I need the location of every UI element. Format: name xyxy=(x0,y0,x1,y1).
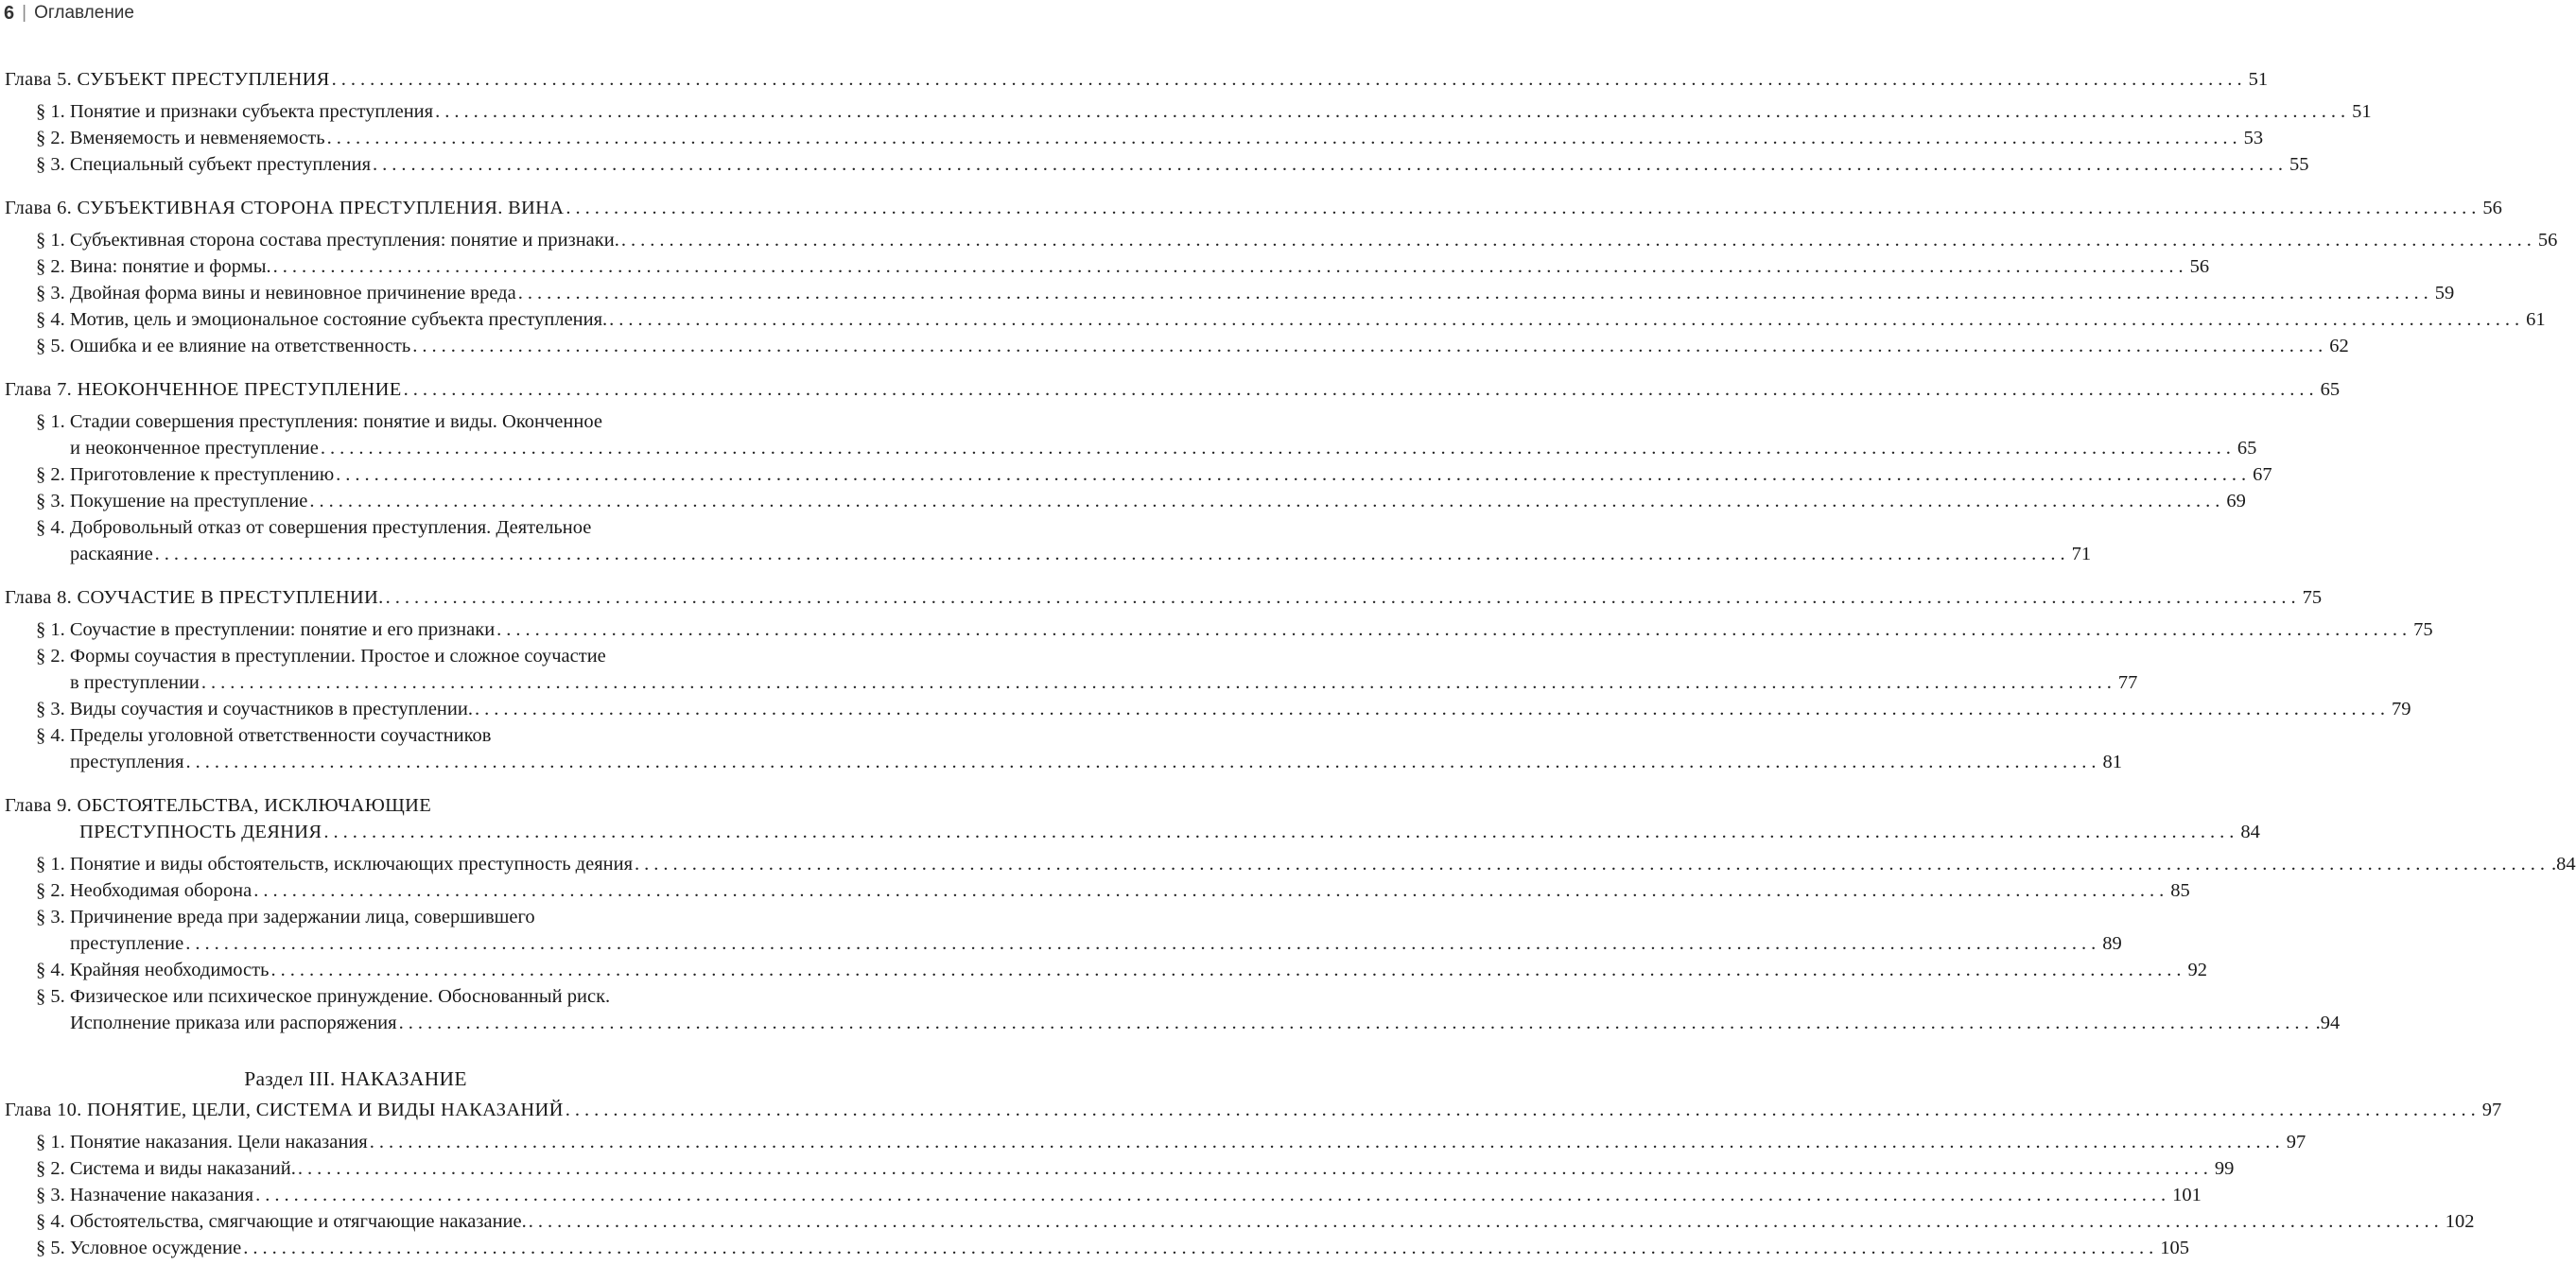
toc-section-entry[interactable] xyxy=(0,1155,2235,1182)
toc-section-entry[interactable] xyxy=(0,616,2433,643)
entry-page: 51 xyxy=(2352,101,2372,122)
entry-page: 105 xyxy=(2160,1238,2189,1258)
entry-title: § 1. Стадии совершения преступления: понятие и виды. Оконченное xyxy=(36,411,602,432)
dot-leader: ........................................................................................................................................................................................................ xyxy=(403,379,2319,400)
part-heading[interactable]: Раздел III. НАКАЗАНИЕ xyxy=(244,1067,467,1090)
toc-section-entry[interactable] xyxy=(0,1182,2202,1208)
dot-leader: ........................................................................................................................................................................................................ xyxy=(566,198,2481,218)
entry-page: 85 xyxy=(2170,880,2190,901)
entry-title: § 2. Необходимая оборона xyxy=(36,880,252,901)
entry-title: Глава 10. ПОНЯТИЕ, ЦЕЛИ, СИСТЕМА И ВИДЫ НАКАЗАНИЙ xyxy=(5,1100,564,1120)
dot-leader: ........................................................................................................................................................................................................ xyxy=(609,309,2525,330)
chapter-10 xyxy=(0,1097,2502,1261)
dot-leader: ........................................................................................................................................................................................................ xyxy=(435,101,2351,122)
toc-section-entry[interactable] xyxy=(0,1010,2341,1036)
entry-title: § 4. Обстоятельства, смягчающие и отягчающие наказание. xyxy=(36,1211,527,1232)
dot-leader: ........................................................................................................................................................................................................ xyxy=(323,822,2239,842)
header-title: Оглавление xyxy=(34,3,134,23)
entry-page: 56 xyxy=(2189,256,2210,277)
entry-title-continued: преступления xyxy=(70,752,184,772)
dot-leader: ........................................................................................................................................................................................................ xyxy=(474,699,2390,719)
dot-leader: ........................................................................................................................................................................................................ xyxy=(253,880,2169,901)
chapter-9 xyxy=(0,792,2576,1036)
dot-leader: ........................................................................................................................................................................................................ xyxy=(326,128,2242,148)
entry-title: § 2. Вменяемость и невменяемость xyxy=(36,128,325,148)
entry-page: 97 xyxy=(2286,1132,2306,1152)
toc-section-entry[interactable] xyxy=(0,125,2264,151)
entry-page: 99 xyxy=(2214,1158,2235,1179)
entry-title-continued: Исполнение приказа или распоряжения xyxy=(70,1013,397,1033)
dot-leader: ........................................................................................................................................................................................................ xyxy=(373,154,2288,175)
entry-title: Глава 7. НЕОКОНЧЕННОЕ ПРЕСТУПЛЕНИЕ xyxy=(5,379,402,400)
entry-page: 71 xyxy=(2071,544,2092,564)
entry-title: § 1. Субъективная сторона состава преступления: понятие и признаки. xyxy=(36,230,619,251)
entry-page: 97 xyxy=(2481,1100,2502,1120)
toc-chapter-entry[interactable] xyxy=(0,376,2341,403)
dot-leader: ........................................................................................................................................................................................................ xyxy=(620,230,2536,251)
entry-title: Глава 9. ОБСТОЯТЕЛЬСТВА, ИСКЛЮЧАЮЩИЕ xyxy=(5,795,432,816)
toc-section-entry[interactable] xyxy=(0,930,2122,957)
entry-title: § 2. Вина: понятие и формы. xyxy=(36,256,271,277)
entry-title: § 1. Понятие и признаки субъекта преступления xyxy=(36,101,434,122)
entry-title: § 5. Физическое или психическое принуждение. Обоснованный риск. xyxy=(36,986,611,1007)
entry-title: § 5. Ошибка и ее влияние на ответственность xyxy=(36,336,411,356)
entry-title: Глава 6. СУБЪЕКТИВНАЯ СТОРОНА ПРЕСТУПЛЕНИЯ. ВИНА xyxy=(5,198,565,218)
dot-leader: ........................................................................................................................................................................................................ xyxy=(331,69,2247,90)
entry-page: 67 xyxy=(2253,464,2272,485)
toc-section-entry[interactable] xyxy=(0,1235,2189,1261)
entry-title-continued: в преступлении xyxy=(70,672,200,693)
running-header xyxy=(4,0,134,26)
toc-chapter-entry[interactable] xyxy=(0,1097,2502,1123)
chapter-8 xyxy=(0,584,2433,775)
dot-leader: ........................................................................................................................................................................................................ xyxy=(369,1132,2285,1152)
entry-title: § 1. Понятие и виды обстоятельств, исключающих преступность деяния xyxy=(36,854,634,875)
entry-title: Глава 8. СОУЧАСТИЕ В ПРЕСТУПЛЕНИИ. xyxy=(5,587,384,608)
dot-leader: ........................................................................................................................................................................................................ xyxy=(309,491,2225,511)
entry-title: § 3. Причинение вреда при задержании лица, совершившего xyxy=(36,907,535,927)
entry-title: § 2. Система и виды наказаний. xyxy=(36,1158,296,1179)
entry-title: § 4. Мотив, цель и эмоциональное состояние субъекта преступления. xyxy=(36,309,608,330)
toc-section-entry-first-line[interactable] xyxy=(0,514,711,541)
entry-page: 77 xyxy=(2117,672,2138,693)
dot-leader: ........................................................................................................................................................................................................ xyxy=(154,544,2070,564)
entry-title: § 4. Крайняя необходимость xyxy=(36,960,270,980)
table-of-contents xyxy=(0,66,2576,1265)
entry-page: 79 xyxy=(2391,699,2411,719)
toc-section-entry[interactable] xyxy=(0,253,2210,280)
toc-section-entry[interactable] xyxy=(0,749,2123,775)
toc-section-entry[interactable] xyxy=(0,333,2349,359)
entry-page: 62 xyxy=(2329,336,2349,356)
entry-page: 56 xyxy=(2537,230,2558,251)
entry-title: § 1. Понятие наказания. Цели наказания xyxy=(36,1132,368,1152)
toc-section-entry[interactable] xyxy=(0,227,2558,253)
dot-leader: ........................................................................................................................................................................................................ xyxy=(185,933,2101,954)
entry-page: 53 xyxy=(2243,128,2264,148)
entry-title-continued: раскаяние xyxy=(70,544,153,564)
toc-section-entry[interactable] xyxy=(0,461,2272,488)
dot-leader: ........................................................................................................................................................................................................ xyxy=(635,854,2550,875)
entry-page: 89 xyxy=(2102,933,2122,954)
toc-section-entry-first-line[interactable] xyxy=(0,722,711,749)
toc-section-entry[interactable] xyxy=(0,306,2546,333)
entry-page: 59 xyxy=(2434,283,2455,303)
entry-title: § 3. Покушение на преступление xyxy=(36,491,308,511)
toc-chapter-entry[interactable] xyxy=(0,66,2269,93)
toc-section-entry[interactable] xyxy=(0,957,2207,983)
toc-section-entry[interactable] xyxy=(0,280,2455,306)
dot-leader: ........................................................................................................................................................................................................ xyxy=(297,1158,2213,1179)
toc-section-entry[interactable] xyxy=(0,1208,2475,1235)
entry-page: 75 xyxy=(2413,619,2433,640)
toc-chapter-entry[interactable] xyxy=(0,584,2323,611)
entry-page: 61 xyxy=(2526,309,2546,330)
toc-section-entry[interactable] xyxy=(0,541,2092,567)
entry-title-continued: преступление xyxy=(70,933,184,954)
entry-title: § 2. Приготовление к преступлению xyxy=(36,464,335,485)
dot-leader: ........................................................................................................................................................................................................ xyxy=(243,1238,2159,1258)
toc-section-entry-first-line[interactable] xyxy=(0,983,711,1010)
toc-section-entry[interactable] xyxy=(0,488,2246,514)
dot-leader: ........................................................................................................................................................................................................ xyxy=(496,619,2412,640)
dot-leader: ........................................................................................................................................................................................................ xyxy=(270,960,2186,980)
entry-page: 92 xyxy=(2187,960,2207,980)
entry-page: 69 xyxy=(2226,491,2246,511)
toc-section-entry[interactable] xyxy=(0,435,2257,461)
dot-leader: ........................................................................................................................................................................................................ xyxy=(385,587,2301,608)
entry-title: § 4. Добровольный отказ от совершения преступления. Деятельное xyxy=(36,517,592,538)
toc-section-entry[interactable] xyxy=(0,1129,2306,1155)
toc-section-entry[interactable] xyxy=(0,696,2411,722)
entry-page: 51 xyxy=(2248,69,2269,90)
dot-leader: ........................................................................................................................................................................................................ xyxy=(200,672,2116,693)
toc-section-entry[interactable] xyxy=(0,877,2190,904)
entry-page: 75 xyxy=(2302,587,2323,608)
dot-leader: ........................................................................................................................................................................................................ xyxy=(398,1013,2314,1033)
dot-leader: ........................................................................................................................................................................................................ xyxy=(336,464,2252,485)
entry-page: 102 xyxy=(2445,1211,2475,1232)
entry-page: 65 xyxy=(2320,379,2341,400)
entry-page: 101 xyxy=(2172,1185,2202,1205)
toc-section-entry-first-line[interactable] xyxy=(0,408,711,435)
entry-page: 56 xyxy=(2482,198,2502,218)
dot-leader: ........................................................................................................................................................................................................ xyxy=(272,256,2188,277)
dot-leader: ........................................................................................................................................................................................................ xyxy=(185,752,2101,772)
toc-section-entry-first-line[interactable] xyxy=(0,904,711,930)
entry-title: § 3. Двойная форма вины и невиновное причинение вреда xyxy=(36,283,516,303)
entry-page: 81 xyxy=(2102,752,2123,772)
dot-leader: ........................................................................................................................................................................................................ xyxy=(528,1211,2444,1232)
entry-title: § 3. Назначение наказания xyxy=(36,1185,254,1205)
entry-page: .94 xyxy=(2315,1013,2341,1033)
page-number: 6 xyxy=(4,2,15,24)
entry-page: 65 xyxy=(2237,438,2257,459)
entry-title: § 1. Соучастие в преступлении: понятие и его признаки xyxy=(36,619,496,640)
toc-chapter-entry-first-line[interactable] xyxy=(0,792,711,819)
entry-title: § 4. Пределы уголовной ответственности соучастников xyxy=(36,725,492,746)
entry-page: 84 xyxy=(2240,822,2260,842)
entry-title-continued: ПРЕСТУПНОСТЬ ДЕЯНИЯ xyxy=(79,822,322,842)
chapter-6 xyxy=(0,195,2558,359)
toc-section-entry-first-line[interactable] xyxy=(0,643,711,669)
dot-leader: ........................................................................................................................................................................................................ xyxy=(517,283,2433,303)
chapter-5 xyxy=(0,66,2372,178)
entry-page: .84 xyxy=(2551,854,2576,875)
chapter-7 xyxy=(0,376,2341,567)
entry-title-continued: и неоконченное преступление xyxy=(70,438,319,459)
entry-page: 55 xyxy=(2289,154,2309,175)
entry-title: § 5. Условное осуждение xyxy=(36,1238,242,1258)
dot-leader: ........................................................................................................................................................................................................ xyxy=(320,438,2236,459)
entry-title: § 3. Виды соучастия и соучастников в преступлении. xyxy=(36,699,473,719)
toc-section-entry[interactable] xyxy=(0,98,2372,125)
header-separator: | xyxy=(22,3,27,23)
dot-leader: ........................................................................................................................................................................................................ xyxy=(412,336,2328,356)
toc-section-entry[interactable] xyxy=(0,669,2138,696)
entry-title: Глава 5. СУБЪЕКТ ПРЕСТУПЛЕНИЯ xyxy=(5,69,330,90)
toc-chapter-entry[interactable] xyxy=(0,195,2502,221)
dot-leader: ........................................................................................................................................................................................................ xyxy=(565,1100,2480,1120)
toc-section-entry[interactable] xyxy=(0,151,2309,178)
toc-chapter-entry[interactable] xyxy=(0,819,2260,845)
toc-section-entry[interactable] xyxy=(0,851,2576,877)
entry-title: § 3. Специальный субъект преступления xyxy=(36,154,371,175)
entry-title: § 2. Формы соучастия в преступлении. Простое и сложное соучастие xyxy=(36,646,606,667)
dot-leader: ........................................................................................................................................................................................................ xyxy=(255,1185,2171,1205)
